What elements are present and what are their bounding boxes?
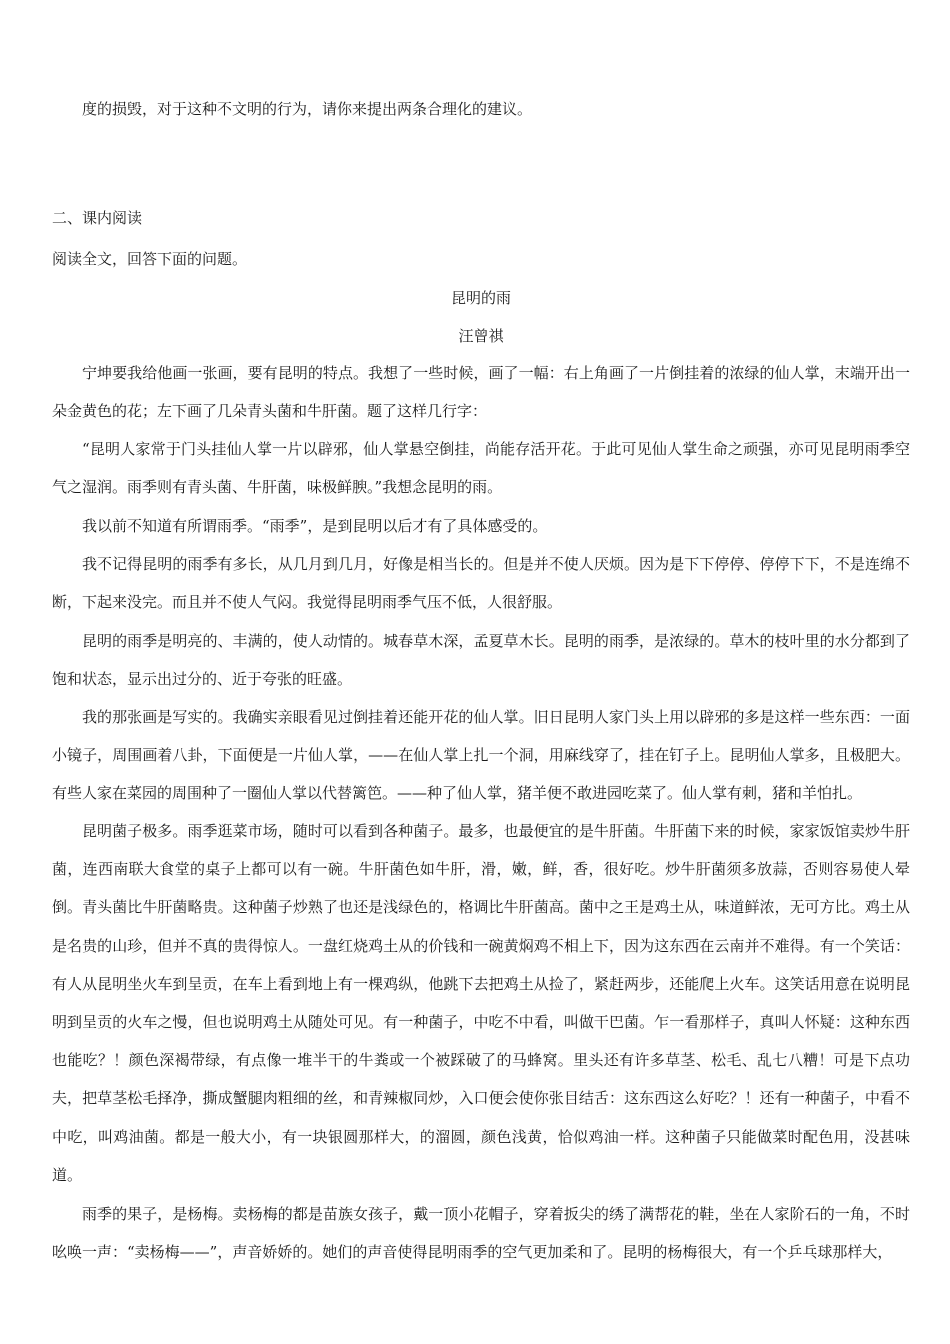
article-title: 昆明的雨: [450, 289, 511, 307]
article-paragraph: 昆明的雨季是明亮的、丰满的，使人动情的。城春草木深，孟夏草木长。昆明的雨季，是浓绿的。草木的枝叶里的水分都到了饱和状态，显示出过分的、近于夸张的旺盛。: [52, 632, 910, 689]
article-paragraph: 宁坤要我给他画一张画，要有昆明的特点。我想了一些时候，画了一幅：右上角画了一片倒挂着的浓绿的仙人掌，末端开出一朵金黄色的花；左下画了几朵青头菌和牛肝菌。题了这样几行字：: [52, 364, 910, 421]
article-paragraph: 我不记得昆明的雨季有多长，从几月到几月，好像是相当长的。但是并不使人厌烦。因为是下下停停、停停下下，不是连绵不断，下起来没完。而且并不使人气闷。我觉得昆明雨季气压不低，人很舒服。: [52, 555, 910, 612]
section-heading: 二、课内阅读: [52, 209, 143, 227]
article-paragraph: 我以前不知道有所谓雨季。“雨季”，是到昆明以后才有了具体感受的。: [82, 517, 548, 535]
article-paragraph: 昆明菌子极多。雨季逛菜市场，随时可以看到各种菌子。最多，也最便宜的是牛肝菌。牛肝菌下来的时候，家家饭馆卖炒牛肝菌，连西南联大食堂的桌子上都可以有一碗。牛肝菌色如牛肝，滑，嫩，鲜，香，很好吃。炒牛肝菌须多放蒜，否则容易使人晕倒。青头菌比牛肝菌略贵。这种菌子炒熟了也还是浅绿色的，格调比牛肝菌高。菌中之王是鸡土从，味道鲜浓，无可方比。鸡土从是名贵的山珍，但并不真的贵得惊人。一盘红烧鸡土从的价钱和一碗黄焖鸡不相上下，因为这东西在云南并不难得。有一个笑话：有人从昆明坐火车到呈贡，在车上看到地上有一棵鸡纵，他跳下去把鸡土从捡了，紧赶两步，还能爬上火车。这笑话用意在说明昆明到呈贡的火车之慢，但也说明鸡土从随处可见。有一种菌子，中吃不中看，叫做干巴菌。乍一看那样子，真叫人怀疑：这种东西也能吃？！颜色深褐带绿，有点像一堆半干的牛粪或一个被踩破了的马蜂窝。里头还有许多草茎、松毛、乱七八糟！可是下点功夫，把草茎松毛择净，撕成蟹腿肉粗细的丝，和青辣椒同炒，入口便会使你张目结舌：这东西这么好吃？！还有一种菌子，中看不中吃，叫鸡油菌。都是一般大小，有一块银圆那样大，的溜圆，颜色浅黄，恰似鸡油一样。这种菌子只能做菜时配色用，没甚味道。: [52, 822, 910, 1184]
article-author: 汪曾祺: [458, 327, 504, 345]
reading-instruction: 阅读全文，回答下面的问题。: [52, 250, 248, 268]
article-paragraph: 我的那张画是写实的。我确实亲眼看见过倒挂着还能开花的仙人掌。旧日昆明人家门头上用以辟邪的多是这样一些东西：一面小镜子，周围画着八卦，下面便是一片仙人掌，——在仙人掌上扎一个洞，用麻线穿了，挂在钉子上。昆明仙人掌多，且极肥大。有些人家在菜园的周围种了一圈仙人掌以代替篱笆。——种了仙人掌，猪羊便不敢进园吃菜了。仙人掌有刺，猪和羊怕扎。: [52, 708, 910, 803]
article-paragraph: “昆明人家常于门头挂仙人掌一片以辟邪，仙人掌悬空倒挂，尚能存活开花。于此可见仙人掌生命之顽强，亦可见昆明雨季空气之湿润。雨季则有青头菌、牛肝菌，味极鲜腴。”我想念昆明的雨。: [52, 440, 910, 497]
question-tail-text: 度的损毁，对于这种不文明的行为，请你来提出两条合理化的建议。: [82, 100, 533, 118]
article-paragraph: 雨季的果子，是杨梅。卖杨梅的都是苗族女孩子，戴一顶小花帽子，穿着扳尖的绣了满帮花的鞋，坐在人家阶石的一角，不时吆唤一声：“卖杨梅——”，声音娇娇的。她们的声音使得昆明雨季的空气更加柔和了。昆明的杨梅很大，有一个乒乓球那样大，: [52, 1205, 910, 1262]
